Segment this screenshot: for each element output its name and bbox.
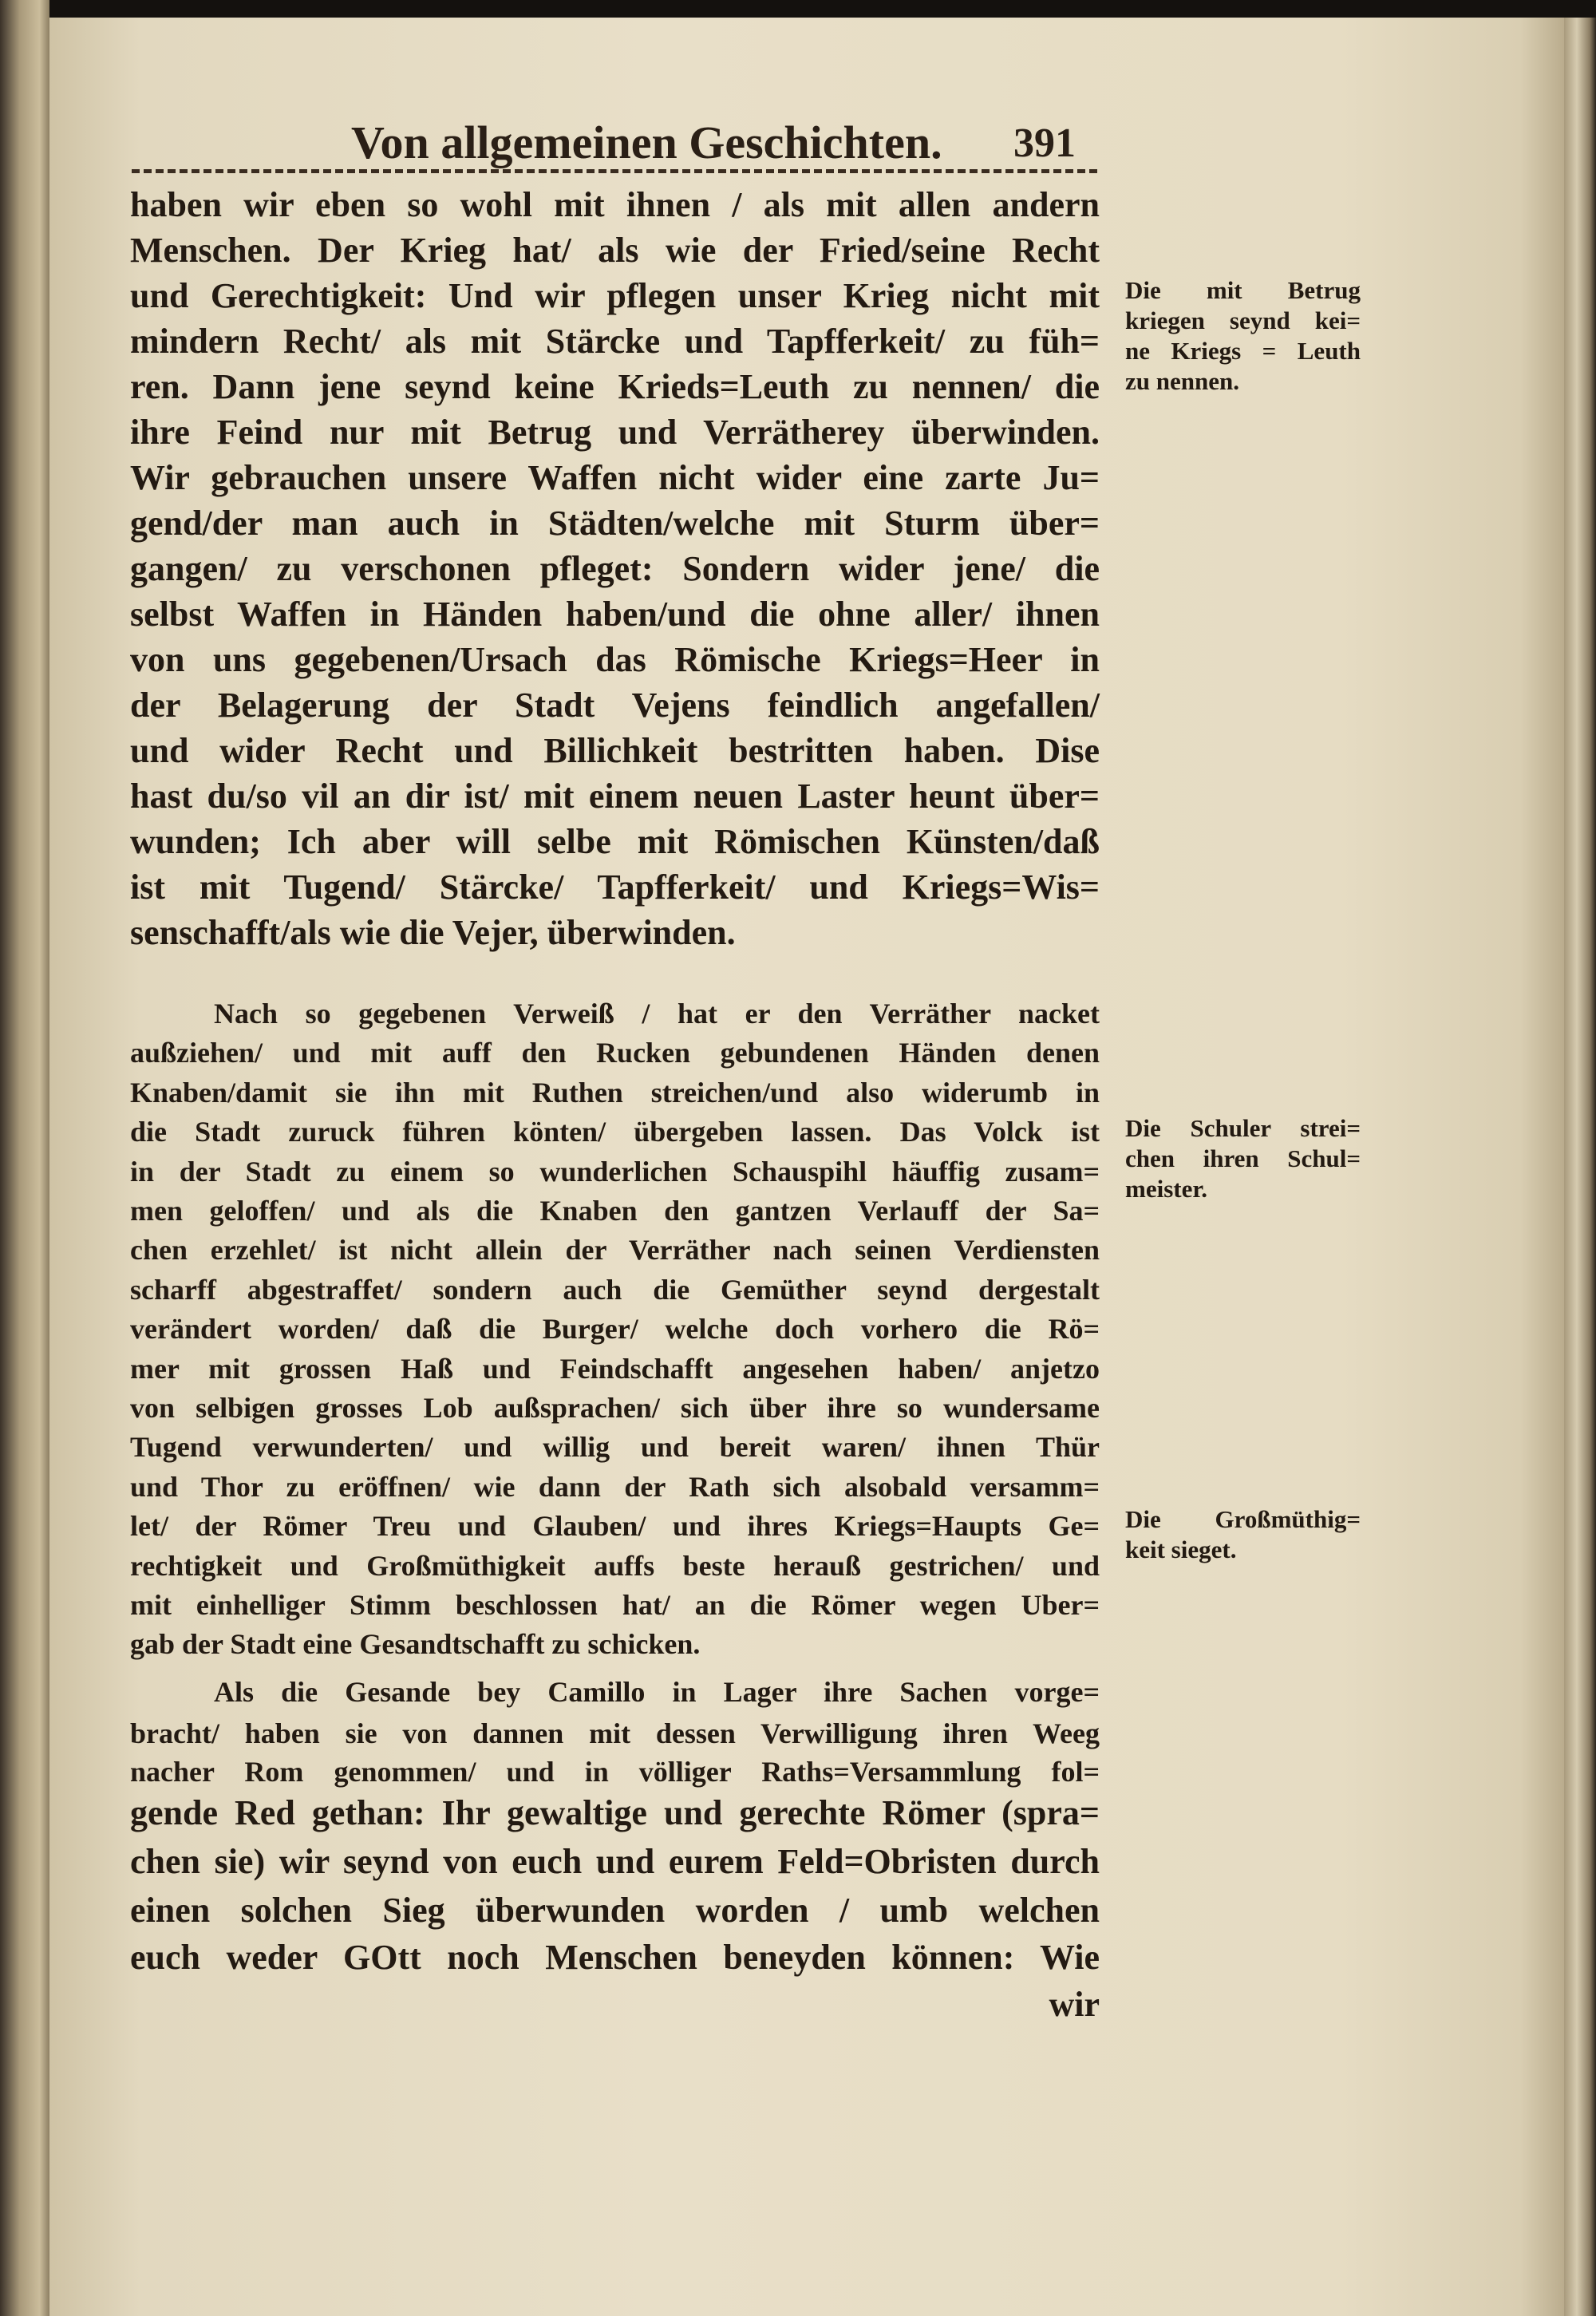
text-line: die Stadt zuruck führen könten/ übergeben lassen. Das Volck ist [130, 1116, 1100, 1148]
margin-note-line: zu nennen. [1125, 367, 1239, 395]
text-line: außziehen/ und mit auff den Rucken gebundenen Händen denen [130, 1037, 1100, 1069]
text-line: senschafft/als wie die Vejer, überwinden. [130, 913, 736, 952]
text-line: bracht/ haben sie von dannen mit dessen Verwilligung ihren Weeg [130, 1717, 1100, 1749]
text-line: euch weder GOtt noch Menschen beneyden können: Wie [130, 1938, 1100, 1977]
text-line: in der Stadt zu einem so wunderlichen Schauspihl häuffig zusam= [130, 1155, 1100, 1188]
text-line: mindern Recht/ als mit Stärcke und Tapfferkeit/ zu füh= [130, 322, 1100, 361]
scan-background-top [0, 0, 1596, 18]
text-line: und wider Recht und Billichkeit bestritten haben. Dise [130, 731, 1100, 770]
text-line: verändert worden/ daß die Burger/ welche doch vorhero die Rö= [130, 1313, 1100, 1346]
text-line: ihre Feind nur mit Betrug und Verrätherey überwinden. [130, 413, 1100, 452]
margin-note-line: chen ihren Schul= [1125, 1144, 1361, 1172]
margin-note [1125, 1113, 1361, 1204]
text-line: haben wir eben so wohl mit ihnen / als mit allen andern [130, 185, 1100, 224]
text-line: einen solchen Sieg überwunden worden / umb welchen [130, 1891, 1100, 1930]
text-line: Knaben/damit sie ihn mit Ruthen streichen/und also widerumb in [130, 1076, 1100, 1109]
page-edge-right [1564, 18, 1596, 2316]
text-line: wir [1049, 1985, 1100, 2024]
text-line: gangen/ zu verschonen pfleget: Sondern wider jene/ die [130, 549, 1100, 588]
text-line: chen erzehlet/ ist nicht allein der Verräther nach seinen Verdiensten [130, 1234, 1100, 1267]
text-line: Menschen. Der Krieg hat/ als wie der Fried/seine Recht [130, 231, 1100, 270]
text-line: mer mit grossen Haß und Feindschafft angesehen haben/ anjetzo [130, 1352, 1100, 1385]
margin-note [1125, 275, 1361, 397]
margin-note-line: meister. [1125, 1175, 1208, 1203]
text-line: der Belagerung der Stadt Vejens feindlich angefallen/ [130, 686, 1100, 725]
header-rule [132, 169, 1097, 173]
margin-note-line: Die Schuler strei= [1125, 1114, 1361, 1142]
text-line: ren. Dann jene seynd keine Krieds=Leuth zu nennen/ die [130, 367, 1100, 406]
text-line: gab der Stadt eine Gesandtschafft zu schicken. [130, 1628, 701, 1661]
text-line: Als die Gesande bey Camillo in Lager ihre Sachen vorge= [214, 1676, 1100, 1708]
text-line: nacher Rom genommen/ und in völliger Raths=Versammlung fol= [130, 1756, 1100, 1788]
text-line: Wir gebrauchen unsere Waffen nicht wider eine zarte Ju= [130, 458, 1100, 497]
text-line: von uns gegebenen/Ursach das Römische Kriegs=Heer in [130, 640, 1100, 679]
page-number: 391 [1013, 121, 1076, 166]
margin-note-line: kriegen seynd kei= [1125, 306, 1361, 334]
text-line: men geloffen/ und als die Knaben den gantzen Verlauff der Sa= [130, 1195, 1100, 1227]
text-line: und Gerechtigkeit: Und wir pflegen unser Krieg nicht mit [130, 276, 1100, 315]
text-line: selbst Waffen in Händen haben/und die ohne aller/ ihnen [130, 595, 1100, 634]
text-line: Nach so gegebenen Verweiß / hat er den Verräther nacket [214, 998, 1100, 1030]
text-line: ist mit Tugend/ Stärcke/ Tapfferkeit/ und Kriegs=Wis= [130, 868, 1100, 907]
running-head-title: Von allgemeinen Geschichten. [351, 117, 942, 168]
text-line: let/ der Römer Treu und Glauben/ und ihres Kriegs=Haupts Ge= [130, 1510, 1100, 1543]
margin-note-line: Die Großmüthig= [1125, 1505, 1361, 1533]
text-line: mit einhelliger Stimm beschlossen hat/ an die Römer wegen Uber= [130, 1589, 1100, 1621]
margin-note-line: Die mit Betrug [1125, 276, 1361, 304]
margin-note [1125, 1504, 1361, 1565]
text-line: wunden; Ich aber will selbe mit Römischen Künsten/daß [130, 822, 1100, 861]
margin-note-line: keit sieget. [1125, 1535, 1237, 1563]
text-line: Tugend verwunderten/ und willig und bereit waren/ ihnen Thür [130, 1431, 1100, 1464]
text-line: gende Red gethan: Ihr gewaltige und gerechte Römer (spra= [130, 1793, 1100, 1832]
text-line: von selbigen grosses Lob außsprachen/ sich über ihre so wundersame [130, 1392, 1100, 1424]
text-line: rechtigkeit und Großmüthigkeit auffs beste herauß gestrichen/ und [130, 1549, 1100, 1582]
text-line: und Thor zu eröffnen/ wie dann der Rath sich alsobald versamm= [130, 1470, 1100, 1503]
facing-page-edge [0, 0, 49, 2316]
text-line: hast du/so vil an dir ist/ mit einem neuen Laster heunt über= [130, 777, 1100, 816]
text-line: gend/der man auch in Städten/welche mit Sturm über= [130, 504, 1100, 543]
margin-note-line: ne Kriegs = Leuth [1125, 337, 1361, 365]
text-line: scharff abgestraffet/ sondern auch die Gemüther seynd dergestalt [130, 1273, 1100, 1306]
text-line: chen sie) wir seynd von euch und eurem Feld=Obristen durch [130, 1842, 1100, 1881]
